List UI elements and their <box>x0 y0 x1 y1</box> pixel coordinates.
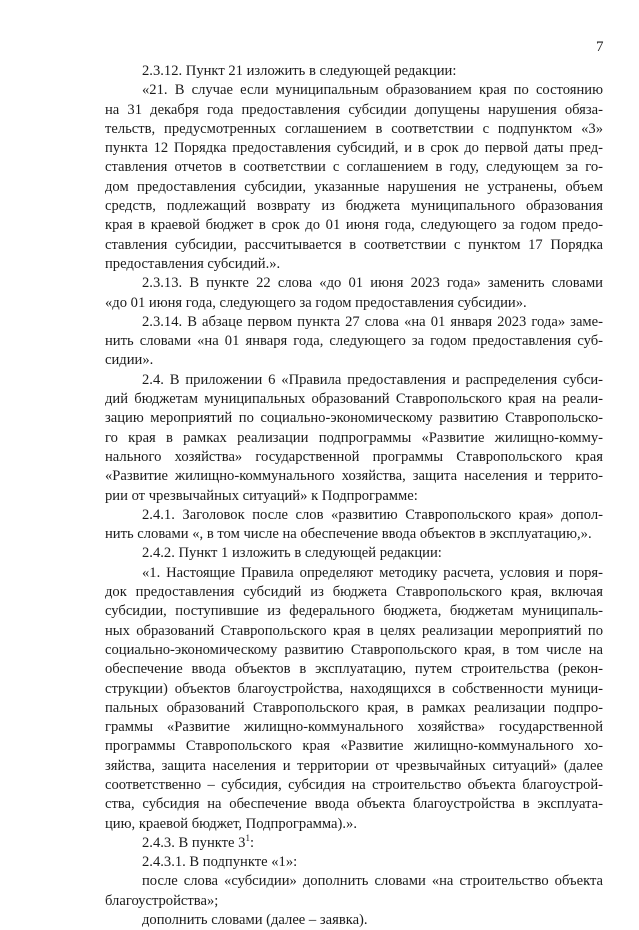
text-line: обеспечение ввода объектов в эксплуатацию, путем строительства (рекон- <box>105 661 603 678</box>
text-line: программы Ставропольского края «Развитие жилищно-коммунального хо- <box>105 738 603 755</box>
text-line: края в краевой бюджет в срок до 01 июня года, следующего за годом предо- <box>105 217 603 234</box>
page-number: 7 <box>596 39 604 55</box>
text-line: 2.4.1. Заголовок после слов «развитию Ставропольского края» допол- <box>142 506 603 523</box>
text-line: граммы «Развитие жилищно-коммунального хозяйства» государственной <box>105 719 603 736</box>
text-line: зяйства, защита населения и территории от чрезвычайных ситуаций» (далее <box>105 757 603 774</box>
text-line: нального хозяйства» государственной программы Ставропольского края <box>105 448 603 465</box>
text-line: дом предоставления субсидии, указанные нарушения не устранены, объем <box>105 178 603 195</box>
text-line: сидии». <box>105 352 154 369</box>
text-line: 2.4.3. В пункте $3^1$: <box>142 833 255 851</box>
superscript: 1 <box>245 833 250 843</box>
text-line: дополнить словами (далее – заявка). <box>142 912 368 929</box>
text-line: цию, краевой бюджет, Подпрограмма).». <box>105 815 357 832</box>
text-line: пункта 12 Порядка предоставления субсидий, и в срок до первой даты пред- <box>105 140 603 157</box>
text-line: ных образований Ставропольского края в целях реализации мероприятий по <box>105 622 603 639</box>
text-line: средств, подлежащий возврату из бюджета муниципального образования <box>105 198 603 215</box>
text-line: зацию мероприятий по социально-экономическому развитию Ставропольско- <box>105 410 603 427</box>
text-line: «до 01 июня года, следующего за годом предоставления субсидии». <box>105 294 527 311</box>
text-line: «Развитие жилищно-коммунального хозяйства, защита населения и террито- <box>105 468 603 485</box>
document-body <box>105 62 603 930</box>
text-line: 2.4. В приложении 6 «Правила предоставления и распределения субси- <box>142 371 603 388</box>
text-line: струкции) объектов благоустройства, находящихся в собственности муници- <box>105 680 603 697</box>
text-line: 2.4.2. Пункт 1 изложить в следующей редакции: <box>142 545 442 562</box>
text-line: субсидии, поступившие из федерального бюджета, бюджетам муниципаль- <box>105 603 603 620</box>
text-line: после слова «субсидии» дополнить словами «на строительство объекта <box>142 873 603 890</box>
text-line: го края в рамках реализации подпрограммы «Развитие жилищно-комму- <box>105 429 603 446</box>
text-line: нить словами «, в том числе на обеспечение ввода объектов в эксплуатацию,». <box>105 526 592 543</box>
text-line: ставления субсидии, рассчитывается в соответствии с пунктом 17 Порядка <box>105 236 603 253</box>
text-line: 2.4.3.1. В подпункте «1»: <box>142 854 298 871</box>
text-line: «21. В случае если муниципальным образованием края по состоянию <box>142 82 603 99</box>
text-line: 2.3.13. В пункте 22 слова «до 01 июня 2023 года» заменить словами <box>142 275 603 292</box>
text-line: 2.3.12. Пункт 21 изложить в следующей редакции: <box>142 63 457 79</box>
text-line: благоустройства»; <box>105 892 219 909</box>
text-line: тельств, предусмотренных соглашением в соответствии с подпунктом «3» <box>105 120 603 137</box>
text-line: предоставления субсидий.». <box>105 255 281 272</box>
text-line: пальных образований Ставропольского края, в рамках реализации подпро- <box>105 699 603 716</box>
text-line: нить словами «на 01 января года, следующего за годом предоставления суб- <box>105 333 603 350</box>
text-line: «1. Настоящие Правила определяют методику расчета, условия и поря- <box>142 564 603 581</box>
text-line: на 31 декабря года предоставления субсидии допущены нарушения обяза- <box>105 101 603 118</box>
text-line: ставления отчетов в соответствии с соглашением в году, следующем за го- <box>105 159 603 176</box>
text-line: ства, субсидия на обеспечение ввода объекта благоустройства в эксплуата- <box>105 796 603 813</box>
text-line: 2.3.14. В абзаце первом пункта 27 слова «на 01 января 2023 года» заме- <box>142 313 603 330</box>
text-line: рии от чрезвычайных ситуаций» к Подпрограмме: <box>105 487 418 504</box>
text-line: социально-экономическому развитию Ставропольского края, в том числе на <box>105 641 603 658</box>
text-line: дий бюджетам муниципальных образований Ставропольского края на реали- <box>105 391 603 408</box>
text-line: док предоставления субсидий из бюджета Ставропольского края, включая <box>105 584 603 601</box>
text-line: соответственно – субсидия, субсидия на строительство объекта благоустрой- <box>105 776 603 793</box>
